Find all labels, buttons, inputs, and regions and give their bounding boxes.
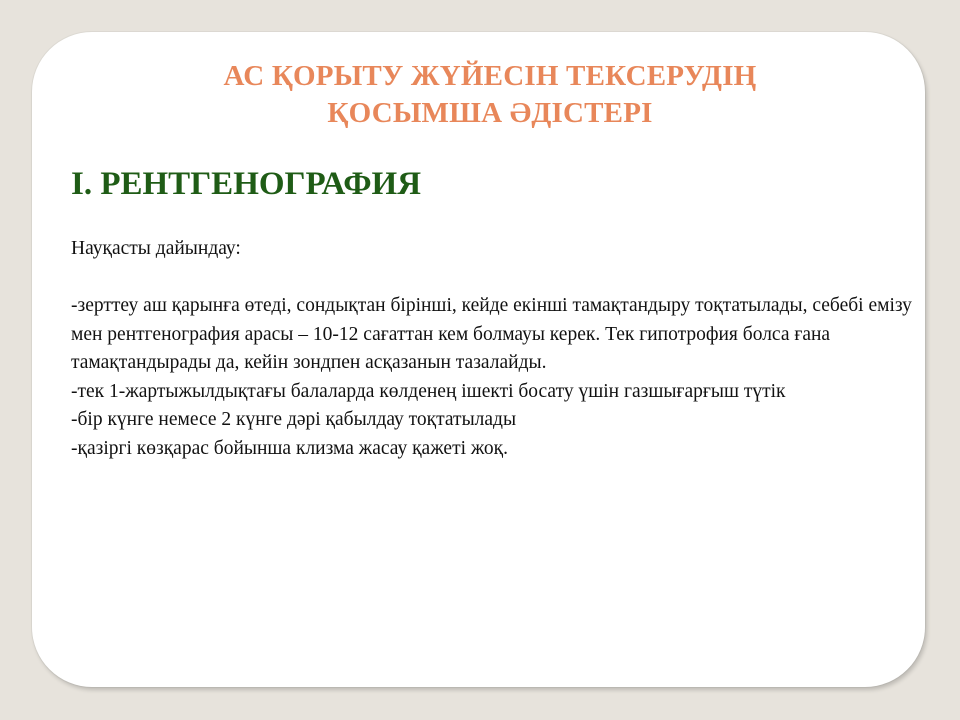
list-item: -бір күнге немесе 2 күнге дәрі қабылдау тоқтатылады: [71, 409, 517, 430]
list-item: -тек 1-жартыжылдықтағы балаларда көлденең ішекті босату үшін газшығарғыш түтік: [71, 380, 786, 402]
slide-body: [71, 235, 921, 463]
list-item: -қазіргі көзқарас бойынша клизма жасау қажеті жоқ.: [71, 437, 508, 459]
intro-text: Науқасты дайындау:: [71, 238, 241, 259]
section-heading: І. РЕНТГЕНОГРАФИЯ: [71, 166, 422, 202]
slide-title-line-1: АС ҚОРЫТУ ЖҮЙЕСІН ТЕКСЕРУДІҢ: [223, 60, 757, 92]
list-item: -зерттеу аш қарынға өтеді, сондықтан бірінші, кейде екінші тамақтандыру тоқтатылады, себебі емізу мен рентгенография арасы – 10-12 сағаттан кем болмауы керек. Тек гипотрофия болса ғана тамақтандырады да, кейін зондпен асқазанын тазалайды.: [71, 295, 912, 373]
paragraph-gap: [71, 264, 921, 293]
slide-title: [0, 58, 960, 132]
slide-title-line-2: ҚОСЫМША ӘДІСТЕРІ: [327, 97, 653, 129]
